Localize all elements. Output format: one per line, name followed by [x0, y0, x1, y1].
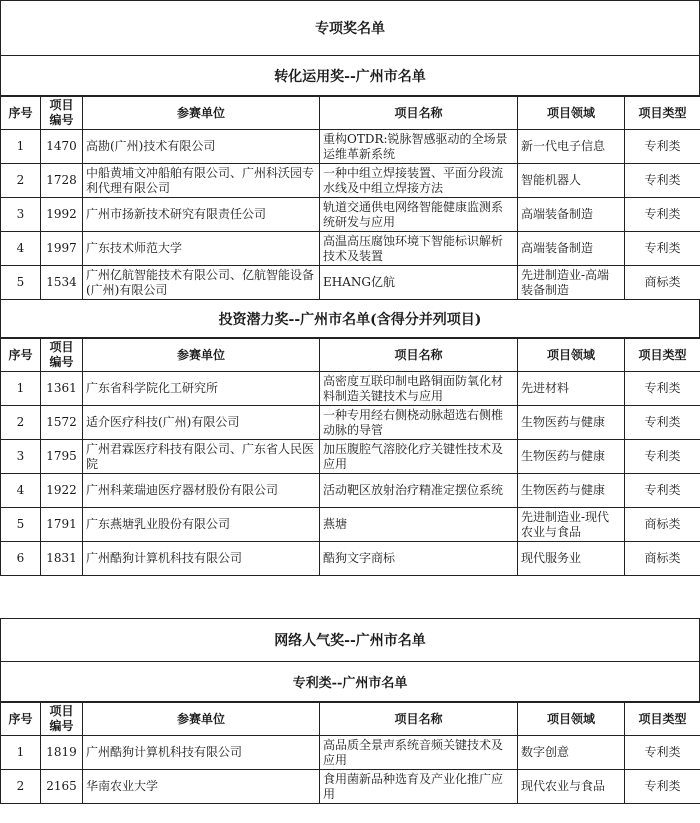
cell-field: 高端装备制造: [518, 232, 625, 266]
cell-project: 一种专用经右侧桡动脉超选右侧椎动脉的导管: [320, 406, 518, 440]
cell-id: 2165: [41, 770, 83, 804]
header-org: 参赛单位: [83, 97, 320, 130]
cell-field: 现代农业与食品: [518, 770, 625, 804]
table-row: [1, 130, 700, 164]
section-heading-3: [0, 618, 700, 662]
cell-id: 1361: [41, 372, 83, 406]
cell-field: 先进材料: [518, 372, 625, 406]
page-title-text: 专项奖名单: [315, 21, 385, 37]
cell-type: 专利类: [625, 232, 700, 266]
table-header-row: [1, 97, 700, 130]
cell-id: 1728: [41, 164, 83, 198]
section-heading-text: 投资潜力奖--广州市名单(含得分并列项目): [218, 311, 482, 328]
section-heading-text: 网络人气奖--广州市名单: [274, 633, 426, 649]
cell-type: 专利类: [625, 474, 700, 508]
cell-no: 2: [1, 164, 41, 198]
cell-type: 专利类: [625, 198, 700, 232]
cell-org: 广州君霖医疗科技有限公司、广东省人民医院: [83, 440, 320, 474]
cell-project: 轨道交通供电网络智能健康监测系统研发与应用: [320, 198, 518, 232]
cell-project: EHANG亿航: [320, 266, 518, 300]
cell-id: 1819: [41, 736, 83, 770]
cell-type: 专利类: [625, 736, 700, 770]
cell-org: 广州科莱瑞迪医疗器材股份有限公司: [83, 474, 320, 508]
cell-type: 专利类: [625, 770, 700, 804]
table-row: [1, 542, 700, 576]
table-row: [1, 474, 700, 508]
cell-org: 广东燕塘乳业股份有限公司: [83, 508, 320, 542]
cell-no: 2: [1, 770, 41, 804]
cell-field: 生物医药与健康: [518, 474, 625, 508]
section-heading-text: 转化运用奖--广州市名单: [274, 68, 426, 85]
table-section-2: [0, 338, 700, 576]
cell-project: 高温高压腐蚀环境下智能标识解析技术及装置: [320, 232, 518, 266]
header-project: 项目名称: [320, 339, 518, 372]
cell-org: 适介医疗科技(广州)有限公司: [83, 406, 320, 440]
cell-project: 一种中组立焊接装置、平面分段流水线及中组立焊接方法: [320, 164, 518, 198]
cell-org: 广州酷狗计算机科技有限公司: [83, 542, 320, 576]
header-type: 项目类型: [625, 97, 700, 130]
header-org: 参赛单位: [83, 703, 320, 736]
table-row: [1, 232, 700, 266]
cell-field: 先进制造业-高端装备制造: [518, 266, 625, 300]
cell-project: 高密度互联印制电路铜面防氧化材料制造关键技术与应用: [320, 372, 518, 406]
header-no: 序号: [1, 97, 41, 130]
cell-no: 6: [1, 542, 41, 576]
cell-org: 广东省科学院化工研究所: [83, 372, 320, 406]
cell-id: 1992: [41, 198, 83, 232]
table-section-3: [0, 702, 700, 804]
cell-no: 4: [1, 474, 41, 508]
cell-field: 现代服务业: [518, 542, 625, 576]
section-heading-1: [0, 56, 700, 96]
header-id: 项目编号: [41, 703, 83, 736]
table-header-row: [1, 703, 700, 736]
section-heading-2: [0, 300, 700, 338]
section-subheading-text: 专利类--广州市名单: [292, 676, 408, 691]
section-subheading-3: [0, 662, 700, 702]
cell-project: 燕塘: [320, 508, 518, 542]
cell-field: 生物医药与健康: [518, 440, 625, 474]
cell-type: 商标类: [625, 542, 700, 576]
cell-project: 高品质全景声系统音频关键技术及应用: [320, 736, 518, 770]
table-row: [1, 266, 700, 300]
cell-type: 专利类: [625, 406, 700, 440]
header-org: 参赛单位: [83, 339, 320, 372]
header-type: 项目类型: [625, 703, 700, 736]
table-row: [1, 440, 700, 474]
header-no: 序号: [1, 339, 41, 372]
cell-type: 专利类: [625, 440, 700, 474]
cell-no: 1: [1, 736, 41, 770]
header-field: 项目领域: [518, 97, 625, 130]
header-field: 项目领域: [518, 339, 625, 372]
table-header-row: [1, 339, 700, 372]
cell-org: 中船黄埔文冲船舶有限公司、广州科沃园专利代理有限公司: [83, 164, 320, 198]
cell-id: 1831: [41, 542, 83, 576]
cell-id: 1922: [41, 474, 83, 508]
cell-no: 5: [1, 266, 41, 300]
cell-id: 1470: [41, 130, 83, 164]
cell-type: 商标类: [625, 266, 700, 300]
table-section-1: [0, 96, 700, 300]
cell-id: 1572: [41, 406, 83, 440]
cell-type: 商标类: [625, 508, 700, 542]
cell-id: 1791: [41, 508, 83, 542]
cell-no: 1: [1, 372, 41, 406]
cell-type: 专利类: [625, 164, 700, 198]
cell-id: 1534: [41, 266, 83, 300]
cell-id: 1795: [41, 440, 83, 474]
cell-type: 专利类: [625, 372, 700, 406]
cell-no: 3: [1, 440, 41, 474]
cell-org: 高勘(广州)技术有限公司: [83, 130, 320, 164]
cell-field: 生物医药与健康: [518, 406, 625, 440]
table-row: [1, 508, 700, 542]
cell-field: 先进制造业-现代农业与食品: [518, 508, 625, 542]
cell-org: 华南农业大学: [83, 770, 320, 804]
cell-no: 4: [1, 232, 41, 266]
cell-project: 活动靶区放射治疗精准定摆位系统: [320, 474, 518, 508]
header-id: 项目编号: [41, 339, 83, 372]
cell-project: 食用菌新品种选育及产业化推广应用: [320, 770, 518, 804]
table-row: [1, 372, 700, 406]
cell-id: 1997: [41, 232, 83, 266]
cell-no: 5: [1, 508, 41, 542]
cell-field: 智能机器人: [518, 164, 625, 198]
cell-org: 广州市扬新技术研究有限责任公司: [83, 198, 320, 232]
cell-org: 广州亿航智能技术有限公司、亿航智能设备(广州)有限公司: [83, 266, 320, 300]
cell-project: 重构OTDR:锐脉智感驱动的全场景运维革新系统: [320, 130, 518, 164]
cell-no: 1: [1, 130, 41, 164]
table-row: [1, 406, 700, 440]
table-row: [1, 164, 700, 198]
header-type: 项目类型: [625, 339, 700, 372]
page-title: [0, 0, 700, 56]
table-row: [1, 736, 700, 770]
section-spacer: [0, 576, 700, 618]
header-id: 项目编号: [41, 97, 83, 130]
header-project: 项目名称: [320, 97, 518, 130]
cell-field: 高端装备制造: [518, 198, 625, 232]
table-row: [1, 198, 700, 232]
cell-no: 3: [1, 198, 41, 232]
cell-field: 新一代电子信息: [518, 130, 625, 164]
header-project: 项目名称: [320, 703, 518, 736]
cell-no: 2: [1, 406, 41, 440]
cell-type: 专利类: [625, 130, 700, 164]
cell-org: 广东技术师范大学: [83, 232, 320, 266]
cell-org: 广州酷狗计算机科技有限公司: [83, 736, 320, 770]
header-field: 项目领域: [518, 703, 625, 736]
cell-project: 酷狗文字商标: [320, 542, 518, 576]
cell-field: 数字创意: [518, 736, 625, 770]
cell-project: 加压腹腔气溶胶化疗关键性技术及应用: [320, 440, 518, 474]
table-row: [1, 770, 700, 804]
header-no: 序号: [1, 703, 41, 736]
